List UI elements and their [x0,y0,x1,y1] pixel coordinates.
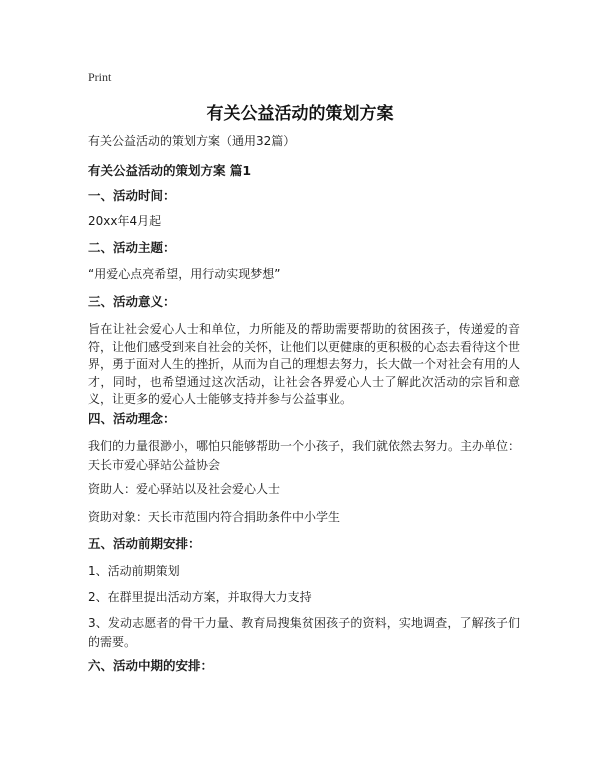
activity-concept-paragraph: 我们的力量很渺小，哪怕只能够帮助一个小孩子，我们就依然去努力。主办单位：天长市爱心驿站公益协会 [88,439,521,472]
heading-activity-meaning: 三、活动意义： [88,294,176,309]
arrangement-step-1: 1、活动前期策划 [88,564,180,578]
section-title: 有关公益活动的策划方案 篇1 [88,163,252,178]
sponsor-text: 资助人：爱心驿站以及社会爱心人士 [88,482,281,496]
activity-meaning-paragraph: 旨在让社会爱心人士和单位，力所能及的帮助需要帮助的贫困孩子，传递爱的音符，让他们感受到来自社会的关怀，让他们以更健康的更积极的心态去看待这个世界，勇于面对人生的挫折，从而为自己的理想去努力，长大做一个对社会有用的人才，同时，也希望通过这次活动，让社会各界爱心人士了解此次活动的宗旨和意义，让更多的爱心人士能够支持并参与公益事业。 [88,322,521,407]
heading-mid-arrangement: 六、活动中期的安排： [88,658,214,673]
activity-time-text: 20xx年4月起 [88,214,162,228]
heading-activity-theme: 二、活动主题： [88,240,176,255]
heading-activity-time: 一、活动时间： [88,188,176,203]
heading-early-arrangement: 五、活动前期安排： [88,536,201,551]
activity-theme-text: “用爱心点亮希望，用行动实现梦想” [88,267,281,281]
document-subtitle: 有关公益活动的策划方案（通用32篇） [88,134,296,148]
target-text: 资助对象：天长市范围内符合捐助条件中小学生 [88,510,341,524]
arrangement-step-2: 2、在群里提出活动方案，并取得大力支持 [88,590,312,604]
print-label: Print [88,70,112,84]
arrangement-step-3: 3、发动志愿者的骨干力量、教育局搜集贫困孩子的资料，实地调查，了解孩子们的需要。 [88,616,520,649]
document-title: 有关公益活动的策划方案 [206,104,394,124]
heading-activity-concept: 四、活动理念： [88,411,176,426]
